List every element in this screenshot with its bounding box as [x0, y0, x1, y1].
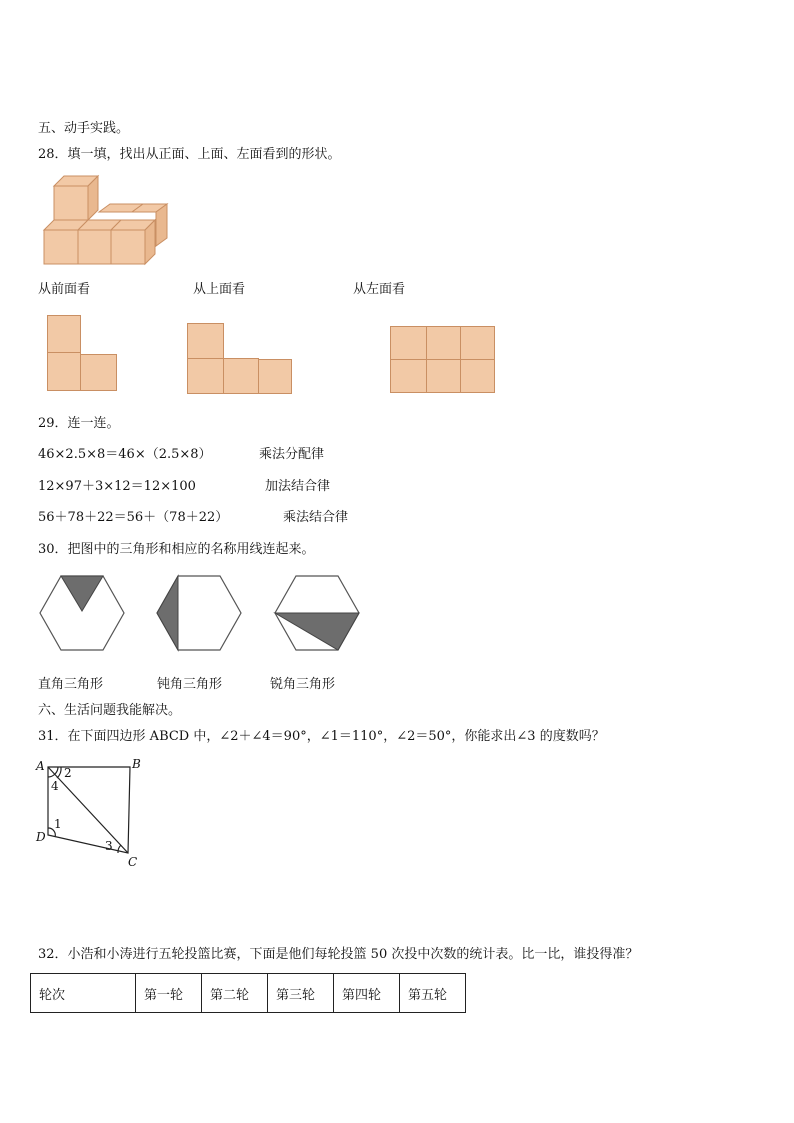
cube-front-face — [78, 230, 111, 264]
question-31-text: 31．在下面四边形 ABCD 中，∠2＋∠4＝90°，∠1＝110°，∠2＝50°，你能求出∠3 的度数吗？ — [38, 729, 605, 744]
expression-3: 56＋78＋22＝56＋（78＋22） — [38, 510, 229, 525]
question-29-text: 29．连一连。 — [38, 416, 120, 431]
table-header-cell: 第四轮 — [334, 974, 400, 1013]
table-header-cell: 第三轮 — [268, 974, 334, 1013]
top-view-figure — [186, 322, 294, 396]
triangle-name-1: 直角三角形 — [38, 677, 104, 692]
triangle-name-2: 钝角三角形 — [157, 677, 223, 692]
triangle-name-3: 锐角三角形 — [270, 677, 336, 692]
expression-1: 46×2.5×8＝46×（2.5×8） — [38, 447, 212, 462]
angle-2-label: 2 — [64, 766, 72, 780]
quadrilateral-abcd-figure — [34, 756, 154, 871]
vertex-a-label: A — [36, 759, 45, 773]
view-left-label: 从左面看 — [353, 282, 406, 297]
table-header-cell: 第一轮 — [136, 974, 202, 1013]
cube-front-face — [44, 230, 78, 264]
table-header-cell: 第二轮 — [202, 974, 268, 1013]
angle-4-label: 4 — [51, 779, 59, 793]
cube-front-face — [111, 230, 145, 264]
angle-3-label: 3 — [105, 839, 113, 853]
view-top-label: 从上面看 — [193, 282, 246, 297]
view-front-label: 从前面看 — [38, 282, 91, 297]
front-view-figure — [46, 314, 120, 394]
left-view-figure — [389, 325, 497, 395]
law-1: 乘法分配律 — [259, 447, 325, 462]
law-3: 乘法结合律 — [283, 510, 349, 525]
hexagon-figure-2 — [155, 574, 245, 652]
section-six-title: 六、生活问题我能解决。 — [38, 703, 182, 718]
cube-stack-figure — [40, 172, 175, 267]
angle-1-label: 1 — [54, 817, 62, 831]
question-32-text: 32．小浩和小涛进行五轮投篮比赛，下面是他们每轮投篮 50 次投中次数的统计表。比一比，谁投得准？ — [38, 947, 639, 962]
statistics-table — [30, 973, 466, 1013]
law-2: 加法结合律 — [265, 479, 331, 494]
table-header-cell: 第五轮 — [400, 974, 466, 1013]
question-30-text: 30．把图中的三角形和相应的名称用线连起来。 — [38, 542, 315, 557]
cube-side-face — [156, 204, 167, 246]
table-header-cell: 轮次 — [31, 974, 136, 1013]
cube-front-face — [54, 186, 88, 220]
expression-2: 12×97＋3×12＝12×100 — [38, 479, 196, 494]
question-28-text: 28．填一填，找出从正面、上面、左面看到的形状。 — [38, 147, 341, 162]
table-header-row — [31, 974, 466, 1013]
vertex-c-label: C — [128, 855, 138, 869]
section-five-title: 五、动手实践。 — [38, 121, 130, 136]
shaded-triangle — [157, 576, 178, 650]
vertex-b-label: B — [132, 757, 141, 771]
hexagon-figure-1 — [38, 574, 128, 652]
hexagon-figure-3 — [273, 574, 363, 652]
vertex-d-label: D — [36, 830, 46, 844]
